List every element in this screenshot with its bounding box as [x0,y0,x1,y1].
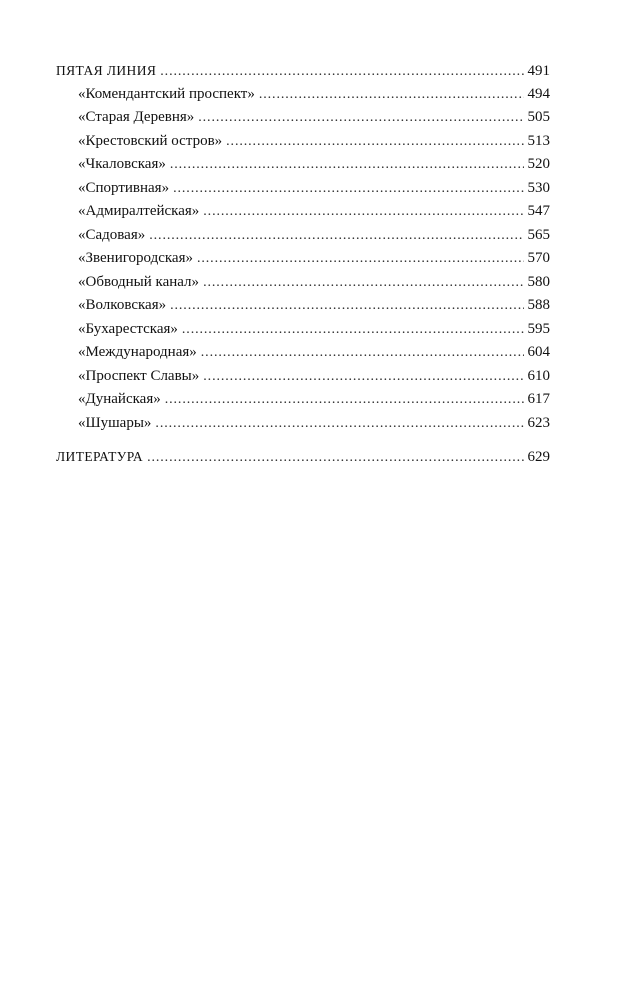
dot-leader [226,130,524,154]
toc-page-number: 623 [527,414,550,431]
toc-page-number: 629 [527,449,550,465]
dot-leader [203,200,524,224]
toc-entry-title: «Волковская» [78,297,167,313]
toc-entry-title: «Садовая» [78,226,146,243]
toc-entry[interactable] [56,247,550,271]
toc-page-number: 547 [527,203,550,219]
toc-entry-title: «Спортивная» [78,179,170,196]
dot-leader [197,247,524,271]
toc-section-heading[interactable] [56,445,550,469]
toc-entry[interactable] [56,130,550,154]
dot-leader [149,224,524,248]
toc-section-title: ЛИТЕРАТУРА [56,449,144,464]
toc-entry[interactable] [56,365,550,389]
toc-page-number: 494 [527,85,550,102]
dot-leader [165,388,524,412]
toc-page-number: 570 [527,250,550,266]
dot-leader [173,177,524,201]
toc-page-number: 580 [527,273,550,290]
toc-entry-title: «Международная» [78,344,197,360]
toc-page-number: 491 [527,63,550,79]
toc-entry-title: «Крестовский остров» [78,132,223,149]
toc-page-number: 565 [527,226,550,243]
toc-page-number: 610 [527,367,550,384]
toc-entry[interactable] [56,106,550,130]
toc-entry[interactable] [56,388,550,412]
toc-entry[interactable] [56,177,550,201]
toc-entry-title: «Бухарестская» [78,320,178,337]
toc-entry[interactable] [56,412,550,436]
toc-entry[interactable] [56,318,550,342]
toc-entry[interactable] [56,200,550,224]
dot-leader [147,446,524,470]
dot-leader [198,106,524,130]
toc-page-number: 588 [527,297,550,313]
toc-entry[interactable] [56,224,550,248]
toc-section-title: ПЯТАЯ ЛИНИЯ [56,63,157,78]
dot-leader [155,412,524,436]
dot-leader [160,60,524,84]
toc-page-number: 617 [527,391,550,407]
toc-entry-title: «Дунайская» [78,391,161,407]
toc-entry[interactable] [56,271,550,295]
toc-page-number: 520 [527,156,550,172]
toc-page-number: 530 [527,179,550,196]
dot-leader [201,341,524,365]
toc-section-heading[interactable] [56,59,550,83]
dot-leader [182,318,524,342]
toc-entry-title: «Звенигородская» [78,250,193,266]
section-spacer [56,435,550,445]
dot-leader [203,271,524,295]
toc-entry[interactable] [56,294,550,318]
dot-leader [203,365,524,389]
toc-page-number: 513 [527,132,550,149]
toc-page-number: 595 [527,320,550,337]
toc-entry-title: «Шушары» [78,414,152,431]
table-of-contents [56,59,550,469]
dot-leader [259,83,524,107]
dot-leader [170,294,524,318]
dot-leader [170,153,524,177]
toc-entry-title: «Обводный канал» [78,273,200,290]
toc-entry[interactable] [56,83,550,107]
toc-entry-title: «Проспект Славы» [78,367,200,384]
toc-entry-title: «Комендантский проспект» [78,85,255,102]
toc-entry-title: «Чкаловская» [78,156,166,172]
toc-entry-title: «Старая Деревня» [78,109,195,125]
toc-entry[interactable] [56,153,550,177]
toc-page-number: 604 [527,344,550,360]
toc-entry[interactable] [56,341,550,365]
toc-entry-title: «Адмиралтейская» [78,203,200,219]
toc-page-number: 505 [527,109,550,125]
